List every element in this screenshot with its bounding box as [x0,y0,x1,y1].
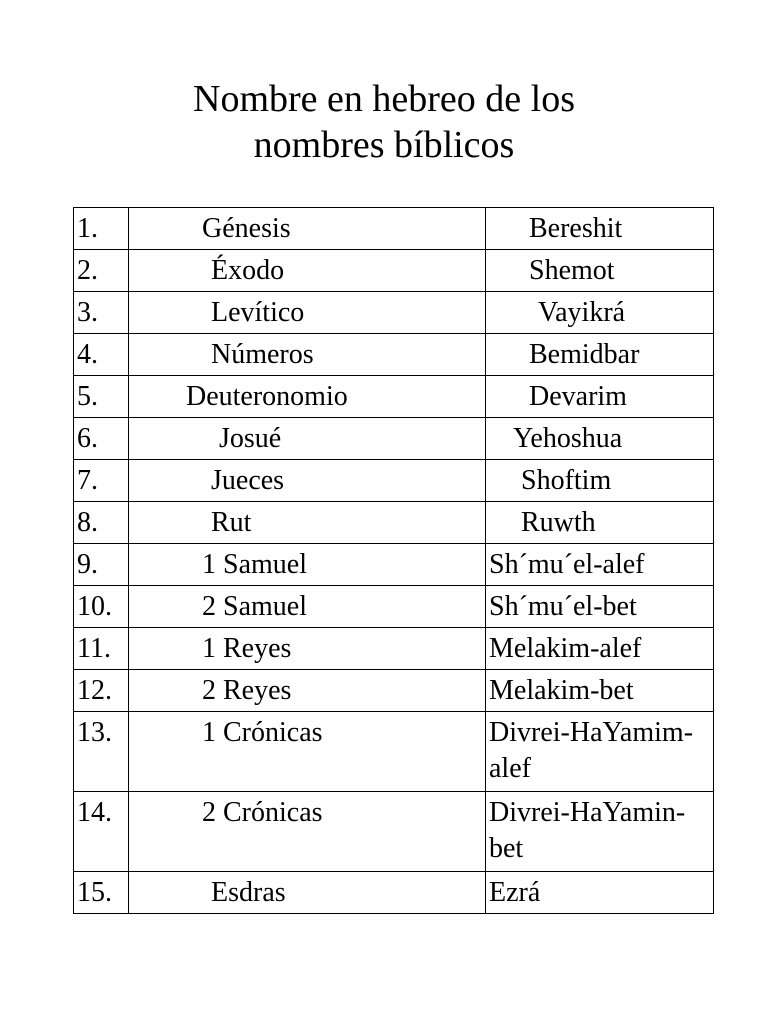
row-number: 5. [74,376,129,418]
spanish-name: Rut [129,502,486,544]
row-number: 7. [74,460,129,502]
hebrew-name: Shoftim [486,460,714,502]
table-row [74,544,714,586]
hebrew-name: Divrei-HaYamin-bet [486,792,714,872]
table-row [74,502,714,544]
hebrew-name: Ezrá [486,872,714,914]
spanish-name: 1 Crónicas [129,712,486,792]
row-number: 12. [74,670,129,712]
title-line-2: nombres bíblicos [253,124,515,166]
hebrew-name: Bereshit [486,208,714,250]
row-number: 10. [74,586,129,628]
row-number: 13. [74,712,129,792]
spanish-name: 1 Reyes [129,628,486,670]
row-number: 1. [74,208,129,250]
table-row [74,460,714,502]
table-row [74,250,714,292]
spanish-name: Esdras [129,872,486,914]
table-row [74,376,714,418]
hebrew-name: Yehoshua [486,418,714,460]
spanish-name: Jueces [129,460,486,502]
table-row [74,334,714,376]
row-number: 8. [74,502,129,544]
hebrew-name: Melakim-alef [486,628,714,670]
hebrew-name: Ruwth [486,502,714,544]
spanish-name: 1 Samuel [129,544,486,586]
hebrew-name: Sh´mu´el-alef [486,544,714,586]
hebrew-name: Divrei-HaYamim-alef [486,712,714,792]
row-number: 6. [74,418,129,460]
hebrew-name: Shemot [486,250,714,292]
row-number: 15. [74,872,129,914]
table-row [74,670,714,712]
row-number: 11. [74,628,129,670]
table-row [74,418,714,460]
books-table [73,207,714,914]
spanish-name: 2 Reyes [129,670,486,712]
hebrew-name: Vayikrá [486,292,714,334]
spanish-name: Números [129,334,486,376]
row-number: 14. [74,792,129,872]
table-row [74,872,714,914]
hebrew-name: Sh´mu´el-bet [486,586,714,628]
row-number: 2. [74,250,129,292]
spanish-name: Josué [129,418,486,460]
spanish-name: 2 Crónicas [129,792,486,872]
table-row [74,208,714,250]
spanish-name: Levítico [129,292,486,334]
table-row [74,792,714,872]
table-row [74,712,714,792]
hebrew-name: Bemidbar [486,334,714,376]
spanish-name: Deuteronomio [129,376,486,418]
title-line-1: Nombre en hebreo de los [193,78,575,120]
table-row [74,628,714,670]
hebrew-name: Devarim [486,376,714,418]
page-title [0,76,768,168]
hebrew-name: Melakim-bet [486,670,714,712]
table-row [74,586,714,628]
spanish-name: Éxodo [129,250,486,292]
row-number: 3. [74,292,129,334]
spanish-name: Génesis [129,208,486,250]
row-number: 9. [74,544,129,586]
table-row [74,292,714,334]
row-number: 4. [74,334,129,376]
spanish-name: 2 Samuel [129,586,486,628]
